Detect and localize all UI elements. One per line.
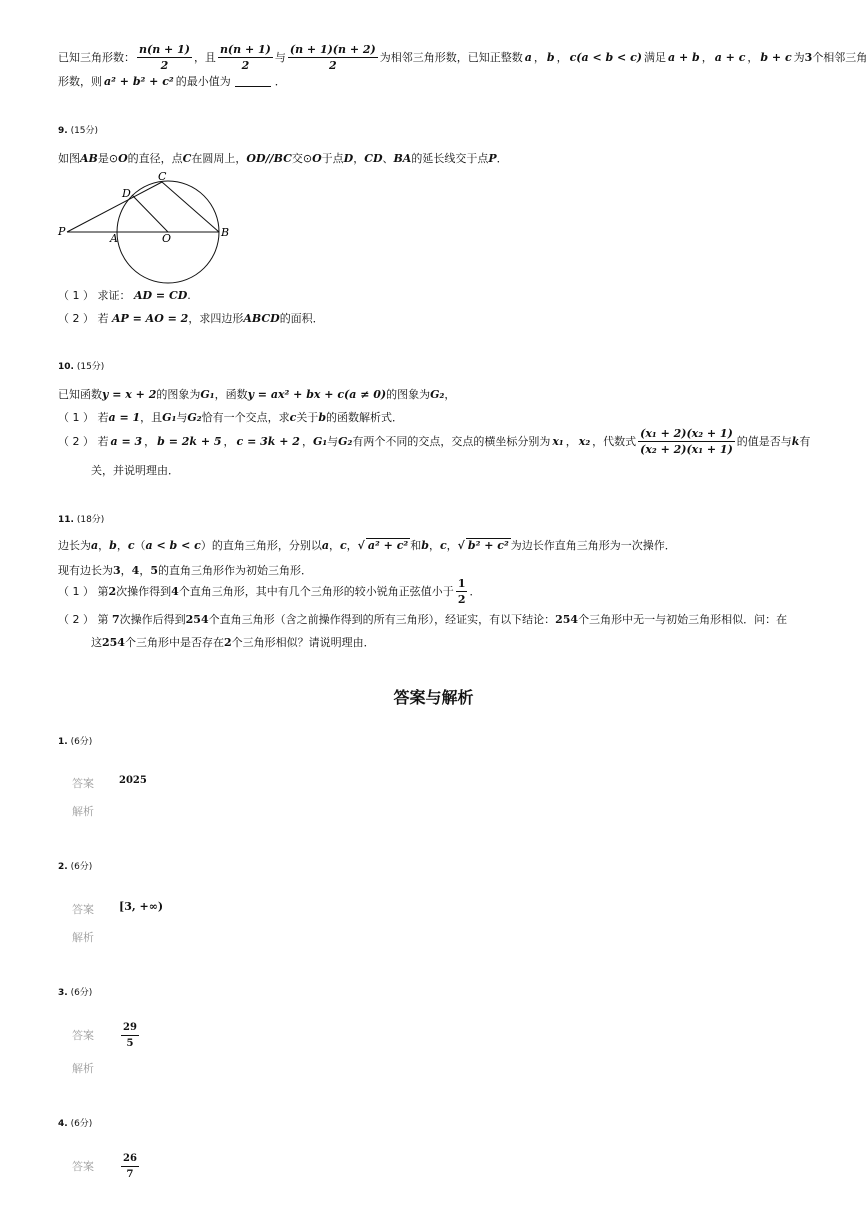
label-o: O (162, 232, 172, 245)
text: 为相邻三角形数，已知正整数 (379, 51, 523, 64)
line-od (132, 195, 168, 232)
math: x₁ (552, 434, 564, 448)
math: a = 3 (110, 434, 143, 448)
text: ， (556, 51, 568, 64)
question-score: (15分) (76, 362, 105, 372)
label-p: P (58, 225, 66, 238)
answer-label: 答案 (72, 777, 94, 790)
text: 的延长线交于点 (411, 152, 489, 165)
text: 个三角形相似？请说明理由． (231, 636, 375, 649)
math: a = 1 (108, 411, 141, 424)
math: 254 (555, 613, 579, 626)
text: 这 (91, 636, 102, 649)
text: 与 (274, 51, 286, 64)
intro-line-2 (58, 73, 286, 89)
label-a: A (110, 232, 118, 245)
answer-value: 2025 (119, 775, 147, 786)
text: 若 (97, 411, 109, 424)
text: ． (469, 585, 481, 598)
math: c = 3k + 2 (236, 434, 300, 448)
math: 7 (112, 613, 120, 626)
question-score: (6分) (70, 737, 93, 747)
math: y = x + 2 (102, 388, 157, 401)
text: 的面积． (279, 312, 324, 325)
text: ， (701, 51, 713, 64)
text: 于点 (321, 152, 344, 165)
fraction (121, 1021, 139, 1050)
question-number: 9. (58, 126, 68, 136)
text: 求证： (97, 289, 131, 302)
math: 3 (113, 564, 121, 577)
text: 是⊙ (97, 152, 119, 165)
text: 若 (97, 435, 109, 448)
math: 3 (804, 50, 813, 64)
math: x₂ (578, 434, 591, 448)
math: a (321, 539, 329, 552)
text: 和 (410, 539, 422, 552)
math: AD = CD (134, 289, 188, 302)
math: b = 2k + 5 (157, 434, 222, 448)
fraction-denominator: 2 (328, 58, 337, 72)
math: b + c (760, 50, 792, 64)
question-score: (18分) (76, 515, 105, 525)
math: a (91, 539, 99, 552)
answer-value: [3, +∞) (119, 900, 164, 913)
text: 的图象为 (386, 388, 431, 401)
text: 满足 (643, 51, 666, 64)
q11-line-2: 现有边长为3，4，5的直角三角形作为初始三角形． (58, 564, 312, 577)
text: ， (223, 435, 235, 448)
text: 边长为 (58, 539, 91, 552)
math: c (339, 539, 347, 552)
text: 的直角三角形作为初始三角形． (157, 564, 312, 577)
math: c(a < b < c) (569, 50, 642, 64)
text: 个三角形中无一与初始三角形相似．问：在 (578, 613, 788, 626)
text: 恰有一个交点，求 (201, 411, 290, 424)
text: 为边长作直角三角形为一次操作． (510, 539, 676, 552)
math: b (318, 411, 327, 424)
fraction (456, 577, 468, 606)
question-score: (6分) (70, 1119, 93, 1129)
part-index: （ 1 ） (58, 585, 94, 598)
math: AP = AO = 2 (112, 312, 189, 325)
fraction (288, 43, 378, 72)
answer-header (58, 1116, 92, 1129)
text: 次操作后得到 (119, 613, 186, 626)
q9-part-2 (58, 310, 324, 326)
question-number: 1. (58, 737, 68, 747)
fraction (218, 43, 273, 72)
fraction (638, 427, 735, 456)
fraction-numerator: (n + 1)(n + 2) (289, 42, 376, 56)
question-number: 10. (58, 362, 74, 372)
math: C (182, 152, 192, 165)
label-d: D (122, 187, 131, 200)
fraction (121, 1152, 139, 1181)
answers-title: 答案与解析 (393, 688, 474, 707)
math: 4 (131, 564, 140, 577)
text: ，求四边形 (188, 312, 244, 325)
text: 关，并说明理由． (91, 464, 179, 477)
math: √ (357, 539, 365, 552)
fraction (137, 43, 192, 72)
text: 有 (799, 435, 811, 448)
question-score: (6分) (70, 988, 93, 998)
part-index: （ 2 ） (58, 435, 94, 448)
math: 4 (171, 584, 179, 598)
label-b: B (221, 226, 230, 239)
text: 有两个不同的交点，交点的横坐标分别为 (352, 435, 551, 448)
text: ）的直角三角形，分别以 (200, 539, 322, 552)
label-c: C (158, 170, 167, 183)
q10-stem (58, 386, 455, 402)
text: 为 (793, 51, 805, 64)
text: ， (353, 152, 365, 165)
text: 的函数解析式． (326, 411, 404, 424)
math: O (118, 152, 128, 165)
line-pc (67, 182, 162, 232)
q9-stem (58, 150, 508, 166)
text: 第 (97, 585, 109, 598)
part-index: （ 2 ） (58, 613, 94, 626)
text: 现有边长为 (58, 564, 113, 577)
text: ， (444, 388, 456, 401)
text: 个直角三角形（含之前操作得到的所有三角形），经证实，有以下结论： (208, 613, 556, 626)
answer-label: 答案 (72, 1160, 94, 1173)
part-index: （ 1 ） (58, 411, 94, 424)
math: k (791, 434, 800, 448)
math: ABCD (243, 312, 280, 325)
text: 形数，则 (58, 75, 102, 88)
part-index: （ 1 ） (58, 289, 94, 302)
q10-part-2-line-2 (91, 462, 179, 478)
text: 如图 (58, 152, 80, 165)
question-number: 11. (58, 515, 74, 525)
answer-header (58, 734, 92, 747)
math: BA (393, 152, 412, 165)
math: a + c (714, 50, 746, 64)
text: ， (144, 435, 156, 448)
text: ， (301, 435, 313, 448)
text: 若 (97, 312, 109, 325)
text: ， (565, 435, 577, 448)
math: 5 (150, 564, 158, 577)
text: ，函数 (214, 388, 248, 401)
question-header (58, 359, 104, 372)
answer-value (119, 1152, 141, 1181)
math: c (127, 539, 135, 552)
intro-line-1 (58, 44, 867, 70)
math: G₁ (312, 434, 328, 448)
fraction-numerator: 26 (121, 1152, 139, 1167)
fraction-denominator: 5 (126, 1038, 134, 1049)
math: y = ax² + bx + c(a ≠ 0) (247, 388, 387, 401)
q11-part-2-line-2 (91, 634, 375, 650)
math: 2 (223, 636, 232, 649)
q10-part-2 (58, 425, 810, 457)
part-index: （ 2 ） (58, 312, 94, 325)
text: ， (747, 51, 759, 64)
text: 第 (97, 613, 109, 626)
text: （ (134, 539, 146, 552)
text: 个相邻三角 (812, 51, 867, 64)
answer-value (119, 1021, 141, 1050)
text: 与 (176, 411, 188, 424)
answer-label: 答案 (72, 1029, 94, 1042)
math: b (109, 539, 117, 552)
text: ． (274, 75, 286, 88)
answer-blank (235, 76, 271, 87)
question-number: 2. (58, 862, 68, 872)
analysis-label: 解析 (72, 1062, 94, 1075)
q11-part-1 (58, 575, 480, 607)
text: . (187, 289, 191, 302)
math: c (289, 411, 297, 424)
math: G₂ (430, 388, 445, 401)
text: 、 (382, 152, 394, 165)
text: 的直径，点 (127, 152, 183, 165)
question-header (58, 123, 98, 136)
math: a² + c² (367, 539, 409, 552)
question-number: 4. (58, 1119, 68, 1129)
fraction-numerator: 29 (121, 1021, 139, 1036)
geometry-figure (54, 168, 244, 286)
fraction-denominator: 2 (241, 58, 250, 72)
math: b (546, 50, 555, 64)
math: b² + c² (467, 539, 509, 552)
fraction-numerator: (x₁ + 2)(x₂ + 1) (640, 426, 733, 440)
q10-part-1 (58, 409, 403, 425)
math: G₁ (162, 411, 177, 424)
text: 的值是否与 (736, 435, 792, 448)
analysis-label: 解析 (72, 805, 94, 818)
text: 已知函数 (58, 388, 102, 401)
fraction-numerator: 1 (457, 576, 466, 590)
text: ． (496, 152, 508, 165)
text: 次操作得到 (116, 585, 172, 598)
q11-part-2 (58, 611, 787, 627)
text: 的最小值为 (175, 75, 231, 88)
answer-label: 答案 (72, 903, 94, 916)
answer-header (58, 859, 92, 872)
math: G₁ (200, 388, 215, 401)
text: ， (533, 51, 545, 64)
text: 个三角形中是否存在 (124, 636, 224, 649)
math: b (421, 539, 429, 552)
text: 的图象为 (156, 388, 201, 401)
math: CD (364, 152, 383, 165)
q11-line-1: 边长为a，b，c（a < b < c）的直角三角形，分别以a，c，√ a² + c² 和b，c，√ b² + c² 为边长作直角三角形为一次操作． (58, 539, 676, 552)
math: G₂ (187, 411, 202, 424)
math: D (343, 152, 354, 165)
text: 交⊙ (291, 152, 313, 165)
fraction-numerator: n(n + 1) (219, 42, 271, 56)
text: ，且 (193, 51, 216, 64)
fraction-denominator: 2 (160, 58, 169, 72)
math: a + b (667, 50, 700, 64)
text: ，且 (140, 411, 163, 424)
text: 已知三角形数： (58, 51, 135, 64)
text: ，代数式 (592, 435, 637, 448)
math: √ (457, 539, 465, 552)
question-score: (15分) (70, 126, 99, 136)
math: P (488, 152, 497, 165)
text: 与 (327, 435, 339, 448)
fraction-numerator: n(n + 1) (139, 42, 190, 56)
fraction-denominator: (x₂ + 2)(x₁ + 1) (640, 442, 733, 456)
math: AB (80, 152, 98, 165)
math: a (524, 50, 532, 64)
fraction-denominator: 2 (457, 592, 466, 606)
math: O (312, 152, 322, 165)
text: 在圆周上， (191, 152, 247, 165)
math: 254 (185, 613, 209, 626)
answer-header (58, 985, 92, 998)
analysis-label: 解析 (72, 931, 94, 944)
math: a < b < c (145, 539, 201, 552)
text: 个直角三角形，其中有几个三角形的较小锐角正弦值小于 (178, 585, 454, 598)
q9-part-1 (58, 287, 191, 303)
line-cb (162, 182, 219, 232)
math: G₂ (338, 434, 353, 448)
question-score: (6分) (70, 862, 93, 872)
fraction-denominator: 7 (126, 1169, 134, 1180)
question-number: 3. (58, 988, 68, 998)
math: 2 (108, 584, 117, 598)
math: 254 (102, 636, 125, 649)
question-header (58, 512, 104, 525)
math: a² + b² + c² (104, 74, 174, 88)
text: 关于 (296, 411, 319, 424)
math: c (439, 539, 447, 552)
math: OD//BC (246, 152, 292, 165)
